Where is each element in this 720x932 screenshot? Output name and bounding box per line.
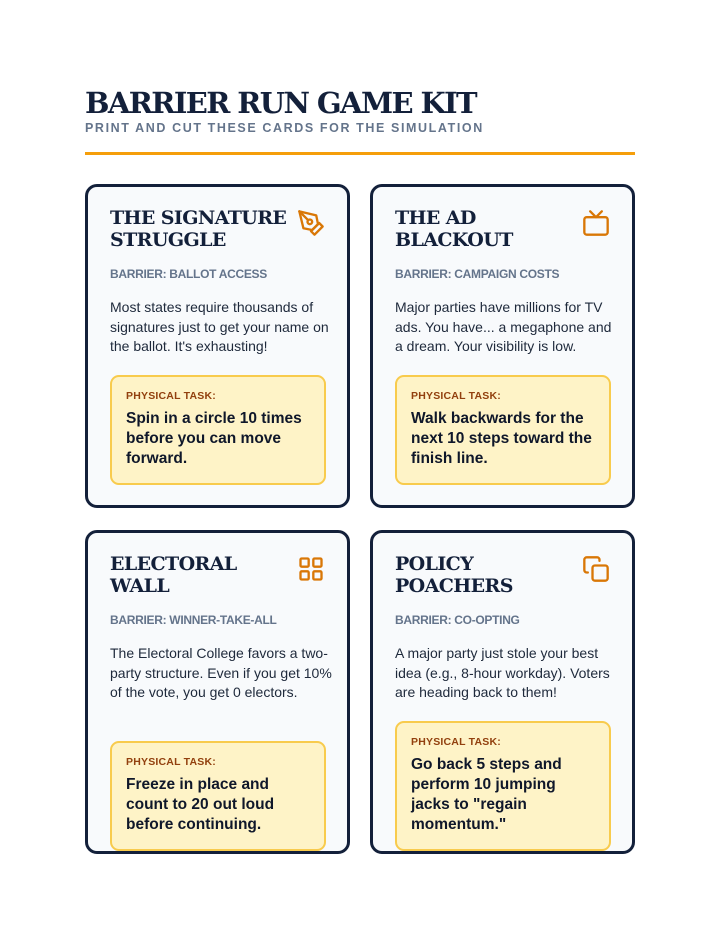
barrier-label: BARRIER: CO-OPTING	[395, 613, 520, 627]
physical-task-box	[110, 375, 326, 485]
page-title: BARRIER RUN GAME KIT	[85, 86, 476, 120]
task-label: PHYSICAL TASK:	[126, 390, 216, 402]
header-divider	[85, 152, 635, 155]
barrier-label: BARRIER: CAMPAIGN COSTS	[395, 267, 560, 281]
physical-task-box	[110, 741, 326, 851]
barrier-label: BARRIER: WINNER-TAKE-ALL	[110, 613, 277, 627]
card-signature-struggle	[85, 184, 350, 508]
card-policy-poachers	[370, 530, 635, 854]
card-title: THE AD BLACKOUT	[395, 207, 513, 251]
page-header	[85, 86, 635, 136]
card-description: A major party just stole your best idea (e.g., 8-hour workday). Voters are heading back to them!	[395, 645, 610, 700]
task-label: PHYSICAL TASK:	[126, 756, 216, 768]
task-text: Spin in a circle 10 times before you can move forward.	[126, 410, 302, 467]
card-title: THE SIGNATURE STRUGGLE	[110, 207, 287, 251]
task-label: PHYSICAL TASK:	[411, 390, 501, 402]
barrier-label: BARRIER: BALLOT ACCESS	[110, 267, 267, 281]
card-description: Major parties have millions for TV ads. You have... a megaphone and a dream. Your visibility is low.	[395, 299, 612, 354]
pen-nib-icon	[297, 209, 325, 237]
card-title: ELECTORAL WALL	[110, 553, 237, 597]
card-electoral-wall	[85, 530, 350, 854]
task-text: Go back 5 steps and perform 10 jumping jacks to "regain momentum."	[411, 756, 562, 833]
card-title: POLICY POACHERS	[395, 553, 513, 597]
page-subtitle: PRINT AND CUT THESE CARDS FOR THE SIMULATION	[85, 121, 484, 135]
card-ad-blackout	[370, 184, 635, 508]
card-description: Most states require thousands of signatures just to get your name on the ballot. It's exhausting!	[110, 299, 329, 354]
task-text: Walk backwards for the next 10 steps toward the finish line.	[411, 410, 592, 467]
grid-icon	[297, 555, 325, 583]
card-description: The Electoral College favors a two-party structure. Even if you get 10% of the vote, you get 0 electors.	[110, 645, 332, 700]
task-text: Freeze in place and count to 20 out loud before continuing.	[126, 776, 275, 833]
task-label: PHYSICAL TASK:	[411, 736, 501, 748]
tv-icon	[582, 209, 610, 237]
copy-icon	[582, 555, 610, 583]
physical-task-box	[395, 375, 611, 485]
physical-task-box	[395, 721, 611, 851]
